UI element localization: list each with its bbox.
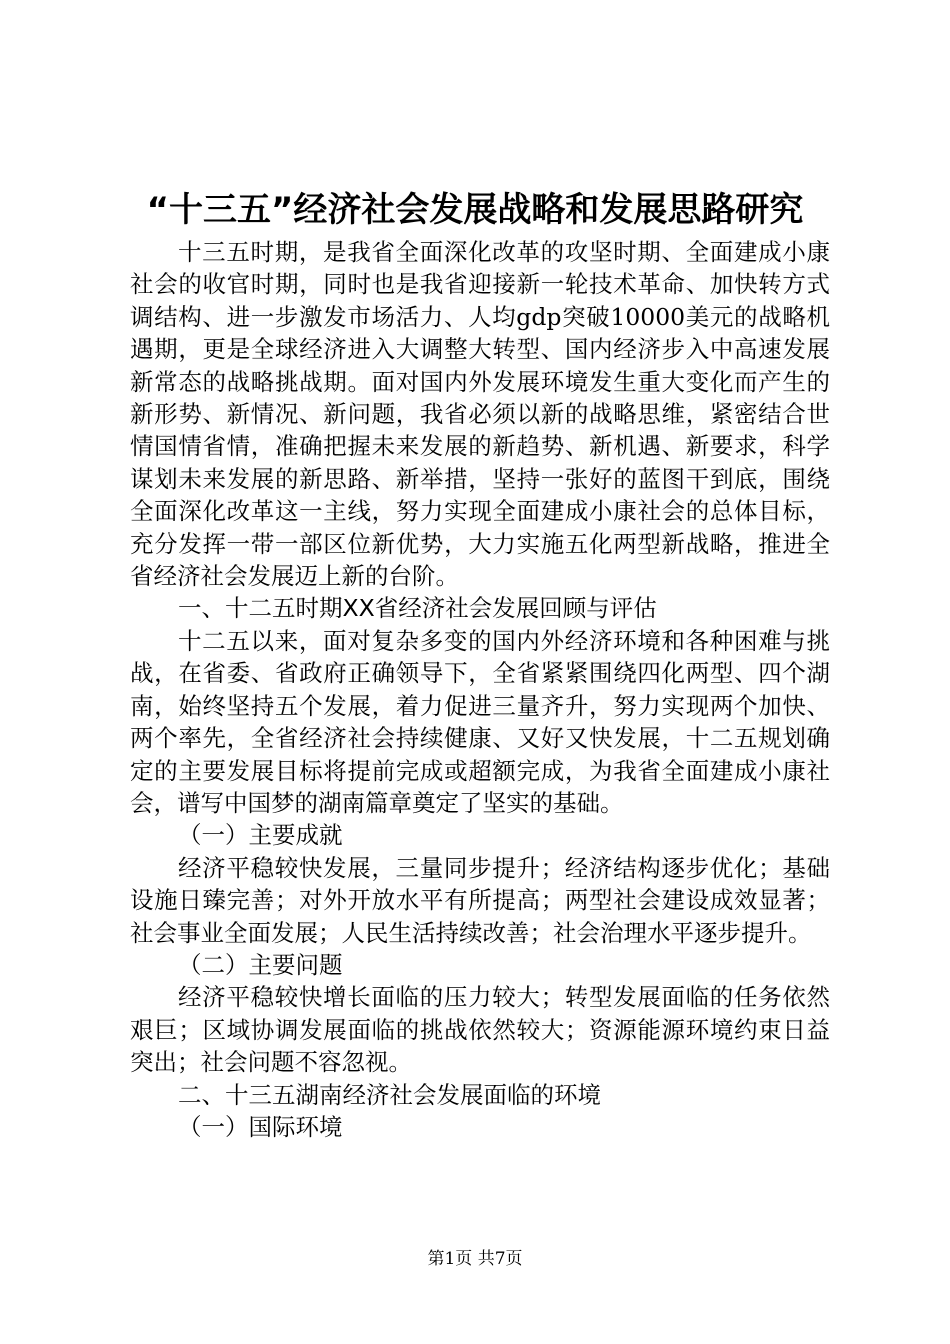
paragraph: 经济平稳较快发展，三量同步提升；经济结构逐步优化；基础设施日臻完善；对外开放水平有所提高；两型社会建设成效显著；社会事业全面发展；人民生活持续改善；社会治理水平逐步提升。 <box>130 853 830 947</box>
document-body <box>130 236 830 1143</box>
document-title: “十三五”经济社会发展战略和发展思路研究 <box>146 190 804 230</box>
paragraph: 经济平稳较快增长面临的压力较大；转型发展面临的任务依然艰巨；区域协调发展面临的挑战依然较大；资源能源环境约束日益突出；社会问题不容忽视。 <box>130 983 830 1077</box>
subsection-heading: （一）国际环境 <box>178 1112 343 1141</box>
paragraph: 十二五以来，面对复杂多变的国内外经济环境和各种困难与挑战，在省委、省政府正确领导下，全省紧紧围绕四化两型、四个湖南，始终坚持五个发展，着力促进三量齐升，努力实现两个加快、两个率先，全省经济社会持续健康、又好又快发展，十二五规划确定的主要发展目标将提前完成或超额完成，为我省全面建成小康社会，谱写中国梦的湖南篇章奠定了坚实的基础。 <box>130 626 830 817</box>
section-heading: 二、十三五湖南经济社会发展面临的环境 <box>178 1080 601 1109</box>
page-footer: 第1页 共7页 <box>427 1249 523 1269</box>
paragraph: 十三五时期，是我省全面深化改革的攻坚时期、全面建成小康社会的收官时期，同时也是我省迎接新一轮技术革命、加快转方式调结构、进一步激发市场活力、人均gdp突破10000美元的战略机遇期，更是全球经济进入大调整大转型、国内经济步入中高速发展新常态的战略挑战期。面对国内外发展环境发生重大变化而产生的新形势、新情况、新问题，我省必须以新的战略思维，紧密结合世情国情省情，准确把握未来发展的新趋势、新机遇、新要求，科学谋划未来发展的新思路、新举措，坚持一张好的蓝图干到底，围绕全面深化改革这一主线，努力实现全面建成小康社会的总体目标，充分发挥一带一部区位新优势，大力实施五化两型新战略，推进全省经济社会发展迈上新的台阶。 <box>130 238 830 591</box>
subsection-heading: （一）主要成就 <box>178 821 343 850</box>
section-heading: 一、十二五时期XX省经济社会发展回顾与评估 <box>178 594 657 623</box>
subsection-heading: （二）主要问题 <box>178 950 343 979</box>
